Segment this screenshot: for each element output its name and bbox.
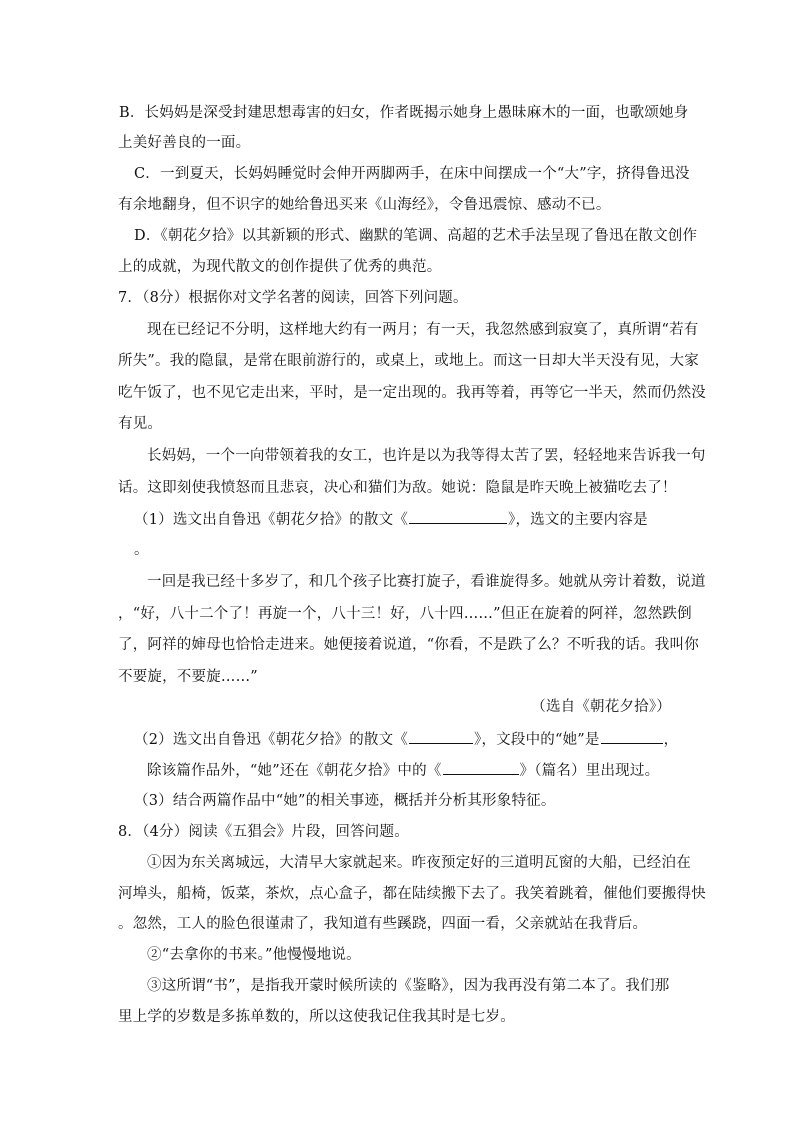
subquestion-2-second-suffix: 》（篇名）里出现过。 [519,763,660,779]
source-note: （选自《朝花夕拾》） [531,699,671,715]
question-7-heading: 7．（8分）根据你对文学名著的阅读，回答下列问题。 [118,290,468,306]
subquestion-2-comma: ， [663,732,679,748]
answer-blank[interactable] [443,760,519,775]
subquestion-2-middle: 》，文段中的“她”是 [474,732,600,748]
answer-blank[interactable] [409,509,507,524]
passage-1-line-2: 所失”。我的隐鼠，是常在眼前游行的，或桌上，或地上。而这一日却大半天没有见，大家 [118,353,699,369]
subquestion-2-prefix: （2）选文出自鲁迅《朝花夕拾》的散文《 [134,732,409,748]
question-8-heading: 8．（4分）阅读《五猖会》片段，回答问题。 [118,824,409,840]
option-c-line-2: 有余地翻身，但不识字的她给鲁迅买来《山海经》，令鲁迅震惊、感动不已。 [118,197,611,213]
subquestion-1-suffix: 》，选文的主要内容是 [508,512,648,528]
option-d-line-2: 上的成就，为现代散文的创作提供了优秀的典范。 [118,259,442,275]
option-b-line-2: 上美好善良的一面。 [118,135,251,151]
passage-1-line-1: 现在已经记不分明，这样地大约有一两月；有一天，我忽然感到寂寞了，真所谓“若有 [147,322,699,338]
subquestion-1-prefix: （1）选文出自鲁迅《朝花夕拾》的散文《 [134,512,409,528]
subquestion-2-line-1 [0,729,794,750]
paragraph-2-line: ②“去拿你的书来。”他慢慢地说。 [147,947,361,963]
subquestion-2-line-2 [0,760,794,781]
option-b-line-1: B．长妈妈是深受封建思想毒害的妇女，作者既揭示她身上愚昧麻木的一面，也歌颂她身 [119,105,689,121]
passage-3-line-4: 不要旋，不要旋……” [118,669,258,685]
paragraph-1-line-2: 河埠头，船椅，饭菜，茶炊，点心盒子，都在陆续搬下去了。我笑着跳着，催他们要搬得快 [118,886,706,902]
passage-3-line-3: 了，阿祥的婶母也恰恰走进来。她便接着说道，“你看，不是跌了么？不听我的话。我叫你 [118,637,699,653]
passage-3-line-1: 一回是我已经十多岁了，和几个孩子比赛打旋子，看谁旋得多。她就从旁计着数，说道 [147,574,706,590]
subquestion-3-line: （3）结合两篇作品中“她”的相关事迹，概括并分析其形象特征。 [134,793,556,809]
passage-1-line-4: 有见。 [118,416,163,432]
paragraph-3-line-1: ③这所谓“书”，是指我开蒙时候所读的《鉴略》，因为我再没有第二本了。我们那 [147,978,670,994]
option-c-line-1: C．一到夏天，长妈妈睡觉时会伸开两脚两手，在床中间摆成一个“大”字，挤得鲁迅没 [134,166,690,182]
subquestion-1-continuation: 。 [134,542,149,558]
subquestion-2-second-prefix: 除该篇作品外，“她”还在《朝花夕拾》中的《 [147,763,442,779]
passage-2-line-2: 话。这即刻使我愤怒而且悲哀，决心和猫们为敌。她说：隐鼠是昨天晚上被猫吃去了！ [118,480,677,496]
answer-blank[interactable] [409,729,473,744]
paragraph-1-line-3: 。忽然，工人的脸色很谨肃了，我知道有些蹊跷，四面一看，父亲就站在我背后。 [118,916,648,932]
passage-3-line-2: ，“好，八十二个了！再旋一个，八十三！好，八十四……”但正在旋着的阿祥，忽然跌倒 [118,606,692,622]
paragraph-1-line-1: ①因为东关离城远，大清早大家就起来。昨夜预定好的三道明瓦窗的大船，已经泊在 [147,855,691,871]
paragraph-3-line-2: 里上学的岁数是多拣单数的，所以这使我记住我其时是七岁。 [118,1009,515,1025]
option-d-line-1: D．《朝花夕拾》以其新颖的形式、幽默的笔调、高超的艺术手法呈现了鲁迅在散文创作 [134,228,698,244]
answer-blank[interactable] [601,729,663,744]
passage-2-line-1: 长妈妈，一个一向带领着我的女工，也许是以为我等得太苦了罢，轻轻地来告诉我一句 [147,448,706,464]
subquestion-1-line [0,509,794,530]
passage-1-line-3: 吃午饭了，也不见它走出来，平时，是一定出现的。我再等着，再等它一半天，然而仍然没 [118,385,706,401]
